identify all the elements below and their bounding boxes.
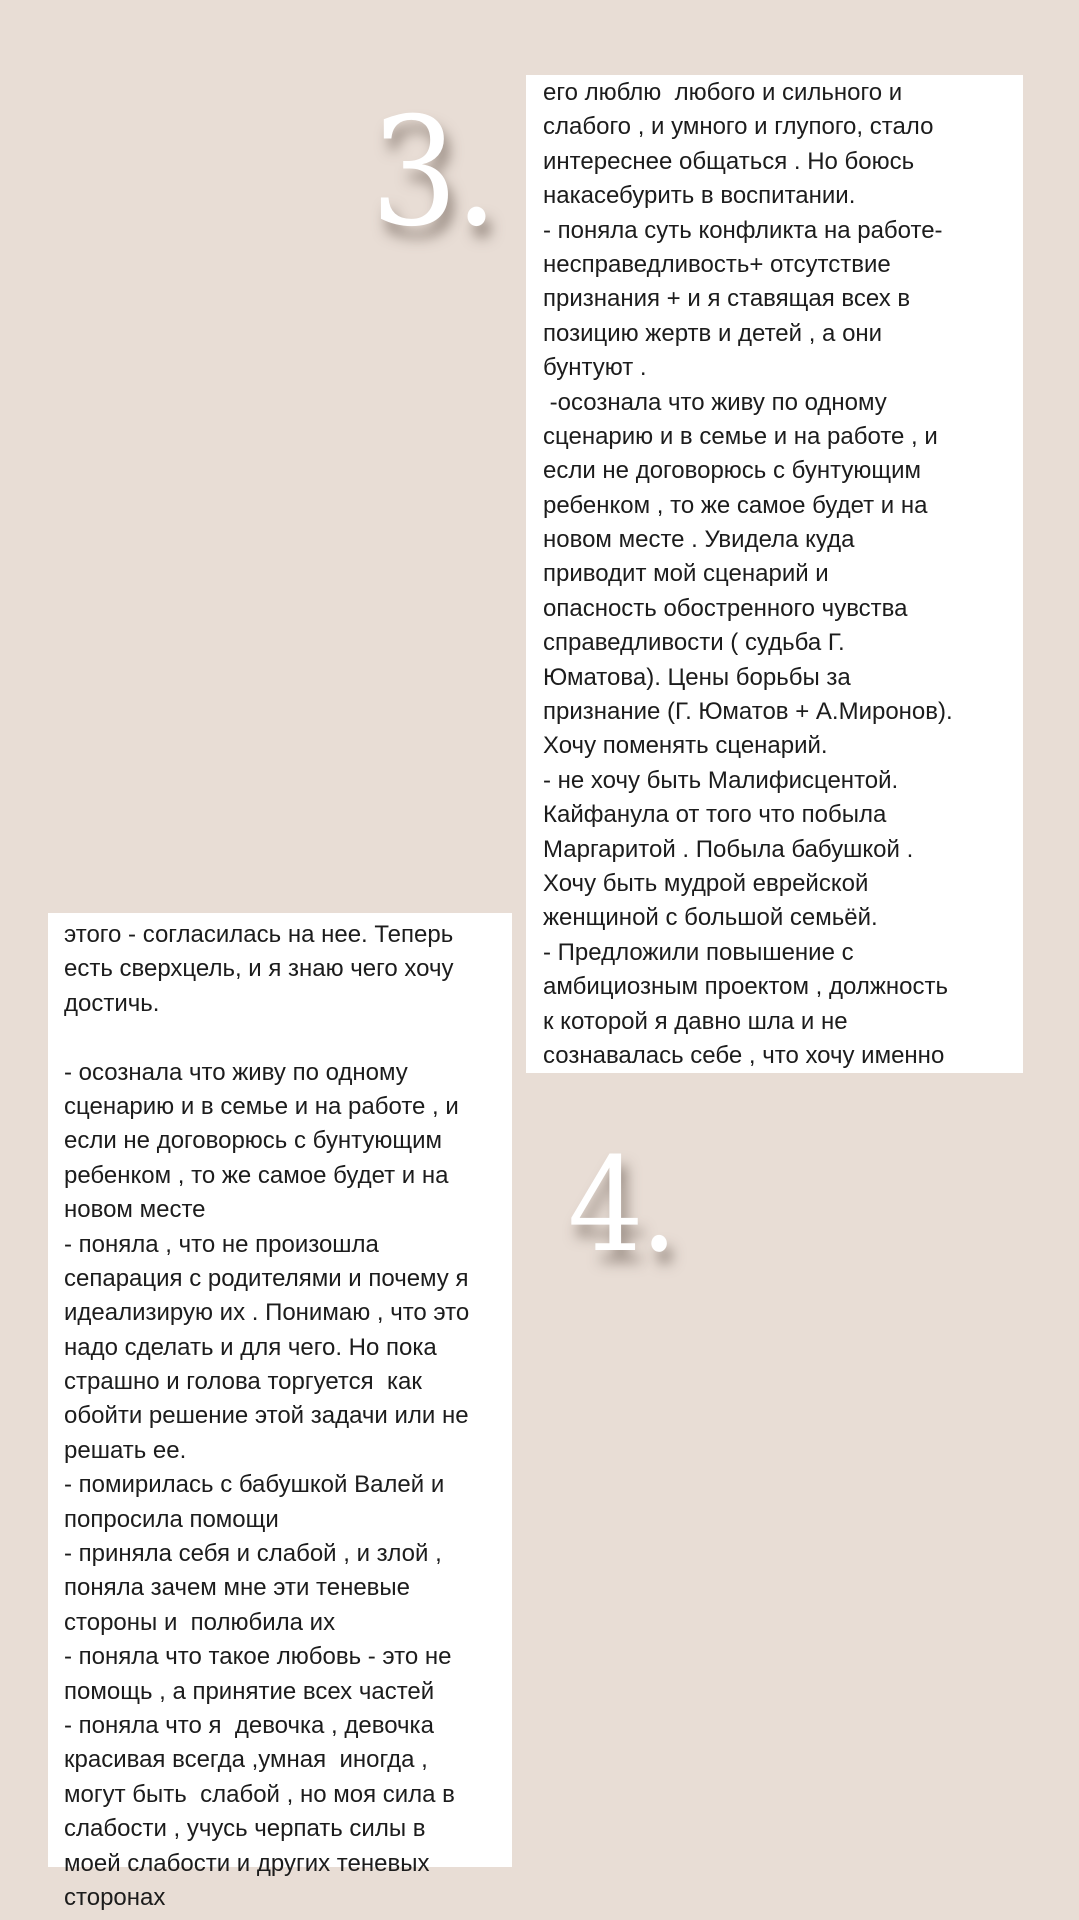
text-line: женщиной с большой семьёй. xyxy=(543,904,878,932)
text-line: - помирилась с бабушкой Валей и xyxy=(64,1471,445,1499)
text-line: сторонах xyxy=(64,1883,166,1911)
text-line: признание (Г. Юматов + А.Миронов). xyxy=(543,698,953,726)
text-line: - приняла себя и слабой , и злой , xyxy=(64,1540,442,1568)
text-line: - поняла , что не произошла xyxy=(64,1230,379,1258)
text-line: признания + и я ставящая всех в xyxy=(543,285,911,313)
text-line: ребенком , то же самое будет и на xyxy=(543,491,928,519)
text-line: слабого , и умного и глупого, стало xyxy=(543,113,934,141)
text-line: решать ее. xyxy=(64,1436,187,1464)
text-line: сценарию и в семье и на работе , и xyxy=(543,422,938,450)
text-line: приводит мой сценарий и xyxy=(543,560,829,588)
text-line: помощь , а принятие всех частей xyxy=(64,1677,435,1705)
text-line: сценарию и в семье и на работе , и xyxy=(64,1092,459,1120)
text-line: новом месте xyxy=(64,1196,206,1224)
section-number-4: 4. xyxy=(567,1129,675,1281)
text-line: позицию жертв и детей , а они xyxy=(543,319,883,347)
text-line: страшно и голова торгуется как xyxy=(64,1368,422,1396)
text-line: Маргаритой . Побыла бабушкой . xyxy=(543,835,914,863)
text-line: - поняла что я девочка , девочка xyxy=(64,1711,434,1739)
text-line: обойти решение этой задачи или не xyxy=(64,1402,469,1430)
text-line: - осознала что живу по одному xyxy=(64,1058,408,1086)
text-line: ребенком , то же самое будет и на xyxy=(64,1161,449,1189)
text-line: поняла зачем мне эти теневые xyxy=(64,1574,411,1602)
text-line: Хочу быть мудрой еврейской xyxy=(543,869,869,897)
text-line: справедливости ( судьба Г. xyxy=(543,629,845,657)
text-line: красивая всегда ,умная иногда , xyxy=(64,1746,428,1774)
text-line: слабости , учусь черпать силы в xyxy=(64,1815,426,1843)
text-line: могут быть слабой , но моя сила в xyxy=(64,1780,455,1808)
section-number-3: 3. xyxy=(370,86,495,260)
text-line: Кайфанула от того что побыла xyxy=(543,801,887,829)
note-card-left xyxy=(48,913,512,1911)
text-line: этого - согласилась на нее. Теперь xyxy=(64,921,454,948)
text-line: -осознала что живу по одному xyxy=(543,388,887,416)
text-line: - не хочу быть Малифисцентой. xyxy=(543,766,899,794)
text-line: - Предложили повышение с xyxy=(543,938,854,966)
text-line xyxy=(64,1021,512,1055)
text-line: опасность обостренного чувства xyxy=(543,594,908,622)
text-line: - поняла что такое любовь - это не xyxy=(64,1643,452,1671)
text-line: Хочу поменять сценарий. xyxy=(543,732,828,760)
text-line: есть сверхцель, и я знаю чего хочу xyxy=(64,955,454,983)
text-line: - поняла суть конфликта на работе- xyxy=(543,216,943,244)
text-line: бунтуют . xyxy=(543,354,647,382)
text-line: к которой я давно шла и не xyxy=(543,1007,848,1035)
text-line: сознавалась себе , что хочу именно xyxy=(543,1041,945,1069)
text-line: если не договорюсь с бунтующим xyxy=(64,1127,443,1155)
text-line: накасебурить в воспитании. xyxy=(543,182,856,210)
text-line: идеализирую их . Понимаю , что это xyxy=(64,1299,470,1327)
text-line: амбициозным проектом , должность xyxy=(543,973,948,1001)
text-line: его люблю любого и сильного и xyxy=(543,79,903,106)
text-line: Юматова). Цены борьбы за xyxy=(543,663,851,691)
text-line: несправедливость+ отсутствие xyxy=(543,250,891,278)
text-line: новом месте . Увидела куда xyxy=(543,526,855,554)
text-line: сепарация с родителями и почему я xyxy=(64,1264,469,1292)
text-line: достичь. xyxy=(64,989,160,1017)
text-line: попросила помощи xyxy=(64,1505,279,1533)
text-line: если не договорюсь с бунтующим xyxy=(543,457,922,485)
text-line: стороны и полюбила их xyxy=(64,1608,336,1636)
text-line: интереснее общаться . Но боюсь xyxy=(543,147,915,175)
text-line: моей слабости и других теневых xyxy=(64,1849,430,1877)
text-line: надо сделать и для чего. Но пока xyxy=(64,1333,437,1361)
note-card-right xyxy=(526,75,1023,1073)
